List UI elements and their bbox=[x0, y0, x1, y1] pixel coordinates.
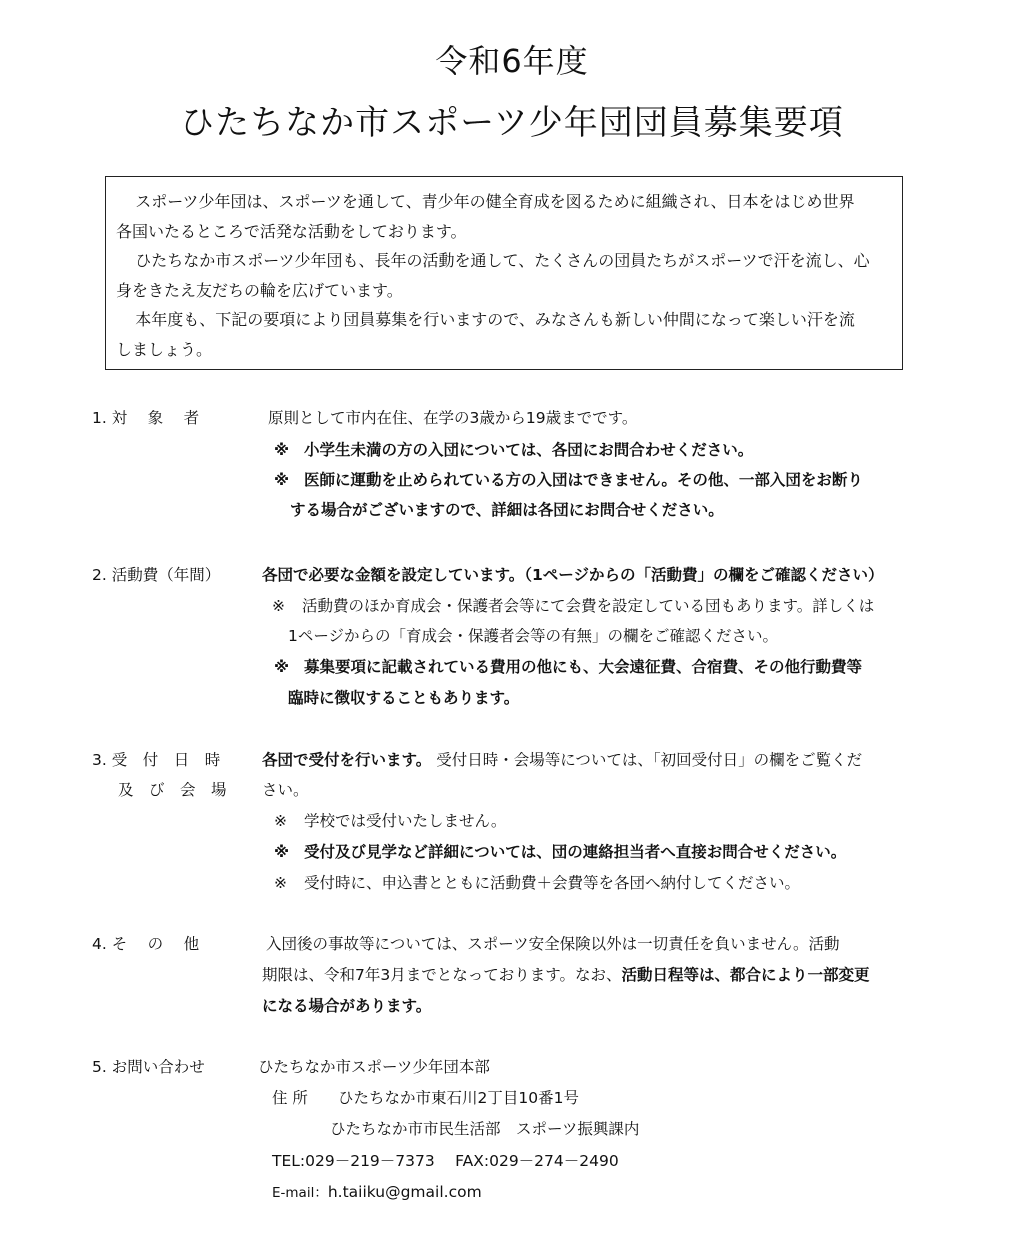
note-text: 募集要項に記載されている費用の他にも、大会遠征費、合宿費、その他行動費等 bbox=[304, 658, 863, 676]
contact-address-label: 住 所 bbox=[272, 1089, 308, 1107]
contact-department: ひたちなか市市民生活部 スポーツ振興課内 bbox=[330, 1120, 640, 1138]
section-3-label-2: 及 び 会 場 bbox=[118, 781, 227, 799]
section-4-line-2-plain: 期限は、令和7年3月までとなっております。なお、 bbox=[262, 966, 622, 984]
contact-organization: ひたちなか市スポーツ少年団本部 bbox=[258, 1058, 490, 1076]
section-2-note-1-cont: 1ページからの「育成会・保護者会等の有無」の欄をご確認ください。 bbox=[288, 627, 779, 645]
contact-address-value: ひたちなか市東石川2丁目10番1号 bbox=[338, 1089, 579, 1107]
document-title: ひたちなか市スポーツ少年団団員募集要項 bbox=[180, 103, 844, 143]
section-2-label: 2. 活動費（年間） bbox=[92, 566, 221, 584]
note-mark: ※ bbox=[274, 812, 287, 830]
section-3-note-1 bbox=[274, 806, 506, 836]
section-1-label: 1. 対 象 者 bbox=[92, 409, 200, 427]
section-3-main-cont: さい。 bbox=[262, 781, 309, 799]
note-text: 受付時に、申込書とともに活動費＋会費等を各団へ納付してください。 bbox=[304, 874, 801, 892]
note-mark: ※ bbox=[274, 843, 290, 861]
note-mark: ※ bbox=[274, 658, 290, 676]
section-4-line-2 bbox=[262, 960, 870, 990]
note-mark: ※ bbox=[272, 597, 285, 615]
intro-paragraph-2a: ひたちなか市スポーツ少年団も、長年の活動を通して、たくさんの団員たちがスポーツで汗を流し、心 bbox=[135, 251, 870, 270]
section-1-note-1 bbox=[274, 435, 753, 465]
section-3-label: 3. 受 付 日 時 bbox=[92, 751, 221, 769]
note-text: 学校では受付いたしません。 bbox=[304, 812, 507, 830]
section-4-label: 4. そ の 他 bbox=[92, 935, 200, 953]
contact-address bbox=[272, 1083, 579, 1113]
intro-paragraph-3a: 本年度も、下記の要項により団員募集を行いますので、みなさんも新しい仲間になって楽しい汗を流 bbox=[135, 310, 855, 329]
section-3-note-3 bbox=[274, 868, 800, 898]
note-text: 医師に運動を止められている方の入団はできません。その他、一部入団をお断り bbox=[304, 471, 863, 489]
document-title-year: 令和6年度 bbox=[435, 42, 589, 80]
section-2-note-1 bbox=[272, 591, 874, 621]
contact-email bbox=[272, 1177, 482, 1208]
note-text: 小学生未満の方の入団については、各団にお問合わせください。 bbox=[304, 441, 754, 459]
section-1-main: 原則として市内在住、在学の3歳から19歳までです。 bbox=[268, 409, 638, 427]
intro-box bbox=[105, 176, 903, 370]
note-mark: ※ bbox=[274, 441, 290, 459]
section-4-line-1: 入団後の事故等については、スポーツ安全保険以外は一切責任を負いません。活動 bbox=[266, 935, 840, 953]
section-2-note-2 bbox=[274, 652, 862, 682]
contact-email-value[interactable]: h.taiiku@gmail.com bbox=[327, 1183, 482, 1201]
note-mark: ※ bbox=[274, 471, 290, 489]
section-2-main: 各団で必要な金額を設定しています。（1ページからの「活動費」の欄をご確認ください） bbox=[262, 566, 884, 584]
intro-paragraph-1b: 各国いたるところで活発な活動をしております。 bbox=[116, 221, 467, 241]
note-text: 活動費のほか育成会・保護者会等にて会費を設定している団もあります。詳しくは bbox=[302, 597, 875, 615]
intro-paragraph-3b: しましょう。 bbox=[116, 339, 213, 359]
note-text: 受付及び見学など詳細については、団の連絡担当者へ直接お問合せください。 bbox=[304, 843, 847, 861]
note-mark: ※ bbox=[274, 874, 287, 892]
intro-paragraph-1a: スポーツ少年団は、スポーツを通して、青少年の健全育成を図るために組織され、日本をはじめ世界 bbox=[135, 192, 855, 211]
section-4-line-2-bold: 活動日程等は、都合により一部変更 bbox=[621, 966, 870, 984]
contact-phone-fax: TEL:029－219－7373 FAX:029－274－2490 bbox=[272, 1152, 619, 1170]
section-3-main bbox=[262, 745, 862, 775]
intro-paragraph-2b: 身をきたえ友だちの輪を広げています。 bbox=[116, 280, 403, 300]
section-4-line-3: になる場合があります。 bbox=[262, 997, 432, 1015]
contact-email-label: E-mail： bbox=[272, 1185, 328, 1201]
section-5-label: 5. お問い合わせ bbox=[92, 1058, 205, 1076]
section-3-main-bold: 各団で受付を行います。 bbox=[262, 751, 432, 769]
section-1-note-2 bbox=[274, 465, 863, 495]
section-3-main-rest: 受付日時・会場等については、「初回受付日」の欄をご覧くだ bbox=[431, 751, 863, 769]
section-2-note-2-cont: 臨時に徴収することもあります。 bbox=[288, 689, 520, 707]
section-1-note-2-cont: する場合がございますので、詳細は各団にお問合せください。 bbox=[290, 501, 724, 519]
section-3-note-2 bbox=[274, 837, 846, 867]
